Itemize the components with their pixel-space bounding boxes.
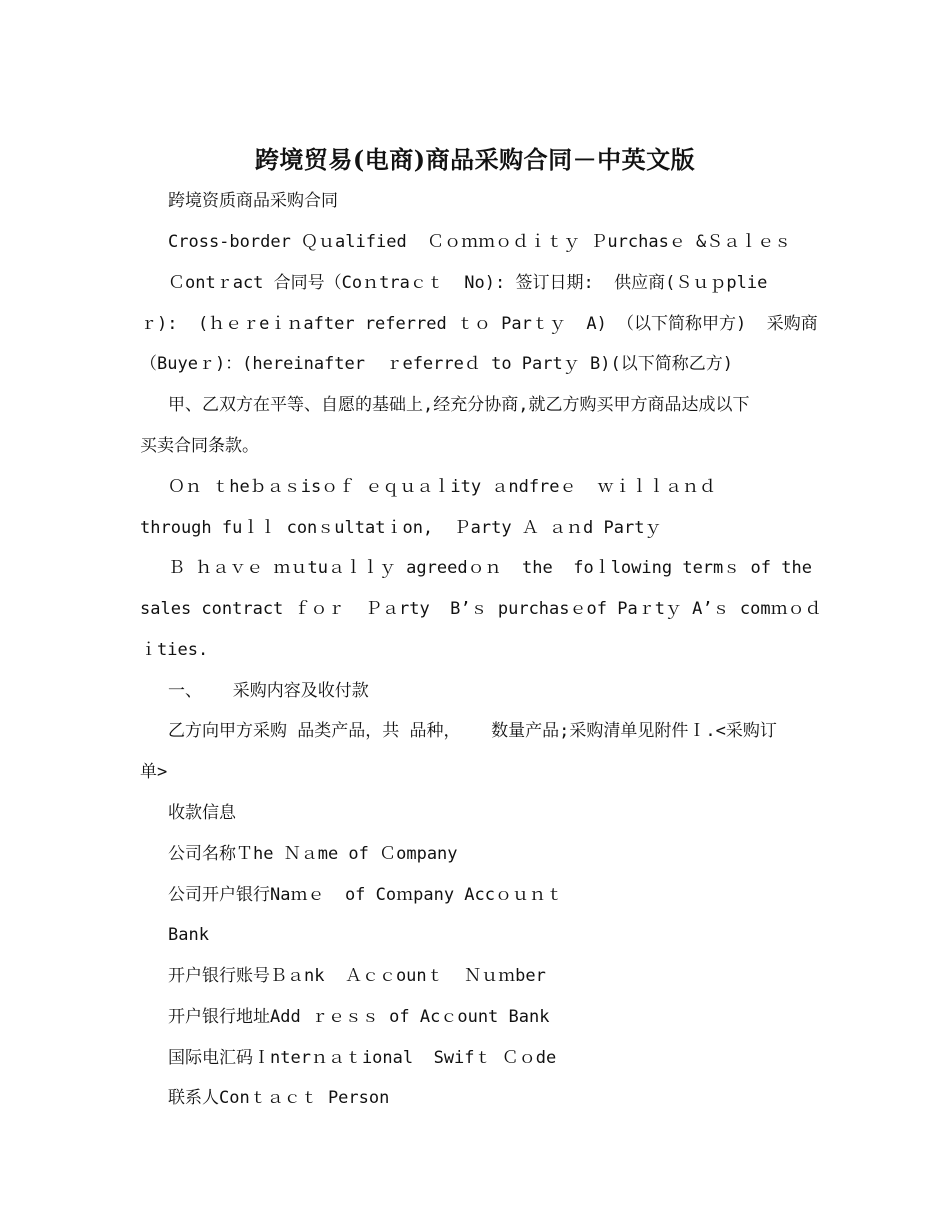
doc-line: 收款信息 — [168, 803, 236, 823]
doc-line: ｒ): (ｈｅｒeｉｎafter referred ｔｏ Parｔｙ A) （以下简称甲方) 采购商 — [140, 314, 818, 334]
doc-line: （Buyeｒ)：(hereinafter ｒeferreｄ to Partｙ B)(以下简称乙方) — [140, 354, 733, 374]
doc-line: 开户银行账号Ｂａnk Ａｃｃounｔ Ｎｕｍber — [168, 966, 546, 986]
doc-line: through fuｌｌ conｓultatｉon, Ｐarty Ａ ａｎd Partｙ — [140, 518, 662, 538]
doc-line: 国际电汇码Ｉnterｎａｔional Swifｔ Ｃｏde — [168, 1048, 557, 1068]
section-heading: 一、 采购内容及收付款 — [168, 681, 369, 701]
doc-line: ｉties. — [140, 640, 209, 660]
doc-line: Ｏｎ ｔheｂａｓisｏｆ ｅｑｕａｌity ａndfreｅ ｗｉｌｌａｎｄ — [168, 477, 716, 497]
doc-line: sales contract ｆｏｒ Ｐａrty B’ｓ purchasｅof Paｒtｙ A’ｓ comｍｏｄ — [140, 599, 822, 619]
doc-line: 单> — [140, 762, 168, 782]
doc-line: 公司名称Ｔhe Ｎａme of Ｃompany — [168, 844, 458, 864]
doc-line: 公司开户银行Naｍｅ of Coｍpany Accｏｕｎｔ — [168, 885, 563, 905]
doc-line: 跨境资质商品采购合同 — [168, 191, 338, 211]
doc-line: Ｃontｒact 合同号（Coｎtraｃｔ No): 签订日期: 供应商(Ｓｕｐplie — [168, 273, 768, 293]
doc-line: 乙方向甲方采购 品类产品，共 品种， 数量产品;采购清单见附件Ｉ.<采购订 — [168, 721, 777, 741]
doc-line: Ｂ ｈａｖｅ ｍｕtuａｌｌｙ agreedｏｎ the foｌlowing termｓ of the — [168, 558, 812, 578]
doc-line: 买卖合同条款。 — [140, 436, 259, 456]
doc-line: Bank — [168, 925, 209, 945]
doc-line: Cross-border Ｑｕalified Ｃｏｍｍｏｄｉｔｙ Ｐurchasｅ &Ｓａｌｅｓ — [168, 232, 792, 252]
doc-line: 联系人Conｔａｃｔ Person — [168, 1088, 390, 1108]
doc-line: 开户银行地址Add ｒｅｓｓ of Acｃount Bank — [168, 1007, 550, 1027]
document-title: 跨境贸易(电商)商品采购合同－中英文版 — [254, 145, 696, 174]
doc-line: 甲、乙双方在平等、自愿的基础上,经充分协商,就乙方购买甲方商品达成以下 — [168, 395, 750, 415]
